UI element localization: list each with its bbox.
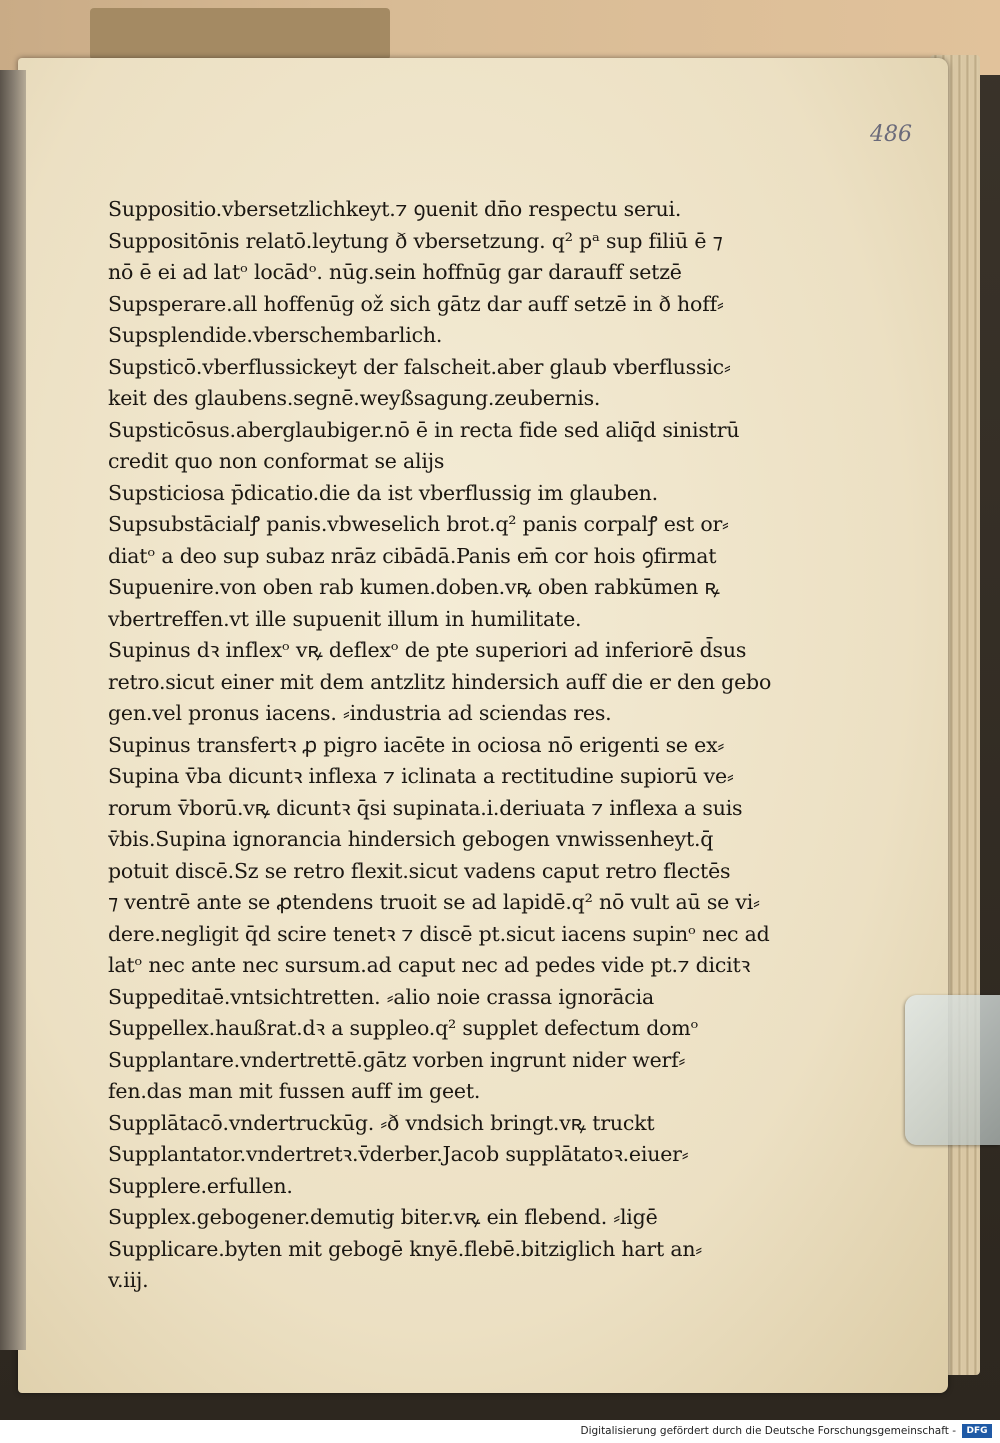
text-line: keit des glaubens.segnē.weyßsagung.zeubernis. bbox=[108, 386, 601, 410]
incunable-text-block bbox=[108, 194, 828, 1297]
text-line: v.iij. bbox=[108, 1268, 149, 1292]
text-line: gen.vel pronus iacens. ⸗industria ad sciendas res. bbox=[108, 701, 612, 725]
text-line: Supsticō.vberflussickeyt der falscheit.aber glaub vberflussic⸗ bbox=[108, 354, 731, 379]
text-line: diatᵒ a deo sup subaz nrāz cibādā.Panis em̄ cor hois ꝯfirmat bbox=[108, 543, 717, 568]
text-line: Supplātacō.vndertruckūg. ⸗ð vndsich bringt.vꝶ truckt bbox=[108, 1110, 655, 1135]
text-line: Suppositōnis relatō.leytung ð vbersetzung. q² pᵃ sup filiū ē ⁊ bbox=[108, 228, 723, 253]
text-line: Supsperare.all hoffenūg ož sich gātz dar auff setzē in ð hoff⸗ bbox=[108, 291, 724, 316]
text-line: Supsticiosa p̄dicatio.die da ist vberflussig im glauben. bbox=[108, 480, 658, 505]
footer-bar bbox=[0, 1420, 1000, 1443]
funding-credit: Digitalisierung gefördert durch die Deutsche Forschungsgemeinschaft - bbox=[580, 1425, 956, 1437]
text-line: Supsplendide.vberschembarlich. bbox=[108, 323, 443, 347]
text-line: Suppellex.haußrat.dꝛ a suppleo.q² supplet defectum domᵒ bbox=[108, 1016, 699, 1040]
text-line: potuit discē.Sz se retro flexit.sicut vadens caput retro flectēs bbox=[108, 858, 731, 883]
text-line: latᵒ nec ante nec sursum.ad caput nec ad pedes vide pt.⁊ dicitꝛ bbox=[108, 953, 751, 977]
text-line: Suppeditaē.vntsichtretten. ⸗alio noie crassa ignorācia bbox=[108, 984, 654, 1009]
text-line: Suppositio.vbersetzlichkeyt.⁊ ꝯuenit dn̄o respectu serui. bbox=[108, 197, 682, 221]
text-line: Supplex.gebogener.demutig biter.vꝶ ein flebend. ⸗ligē bbox=[108, 1205, 658, 1229]
text-line: vbertreffen.vt ille supuenit illum in humilitate. bbox=[108, 606, 582, 631]
text-line: fen.das man mit fussen auff im geet. bbox=[108, 1079, 481, 1103]
folio-number: 486 bbox=[870, 122, 912, 147]
text-line: ⁊ ventrē ante se ꝓtendens truoit se ad lapidē.q² nō vult aū se vi⸗ bbox=[108, 890, 760, 914]
text-line: Supsubstācialꝭ panis.vbweselich brot.q² panis corpalꝭ est or⸗ bbox=[108, 512, 729, 536]
text-line: credit quo non conformat se alijs bbox=[108, 449, 445, 473]
text-line: Supsticōsus.aberglaubiger.nō ē in recta fide sed aliq̄d sinistrū bbox=[108, 417, 740, 442]
text-line: Supuenire.von oben rab kumen.doben.vꝶ oben rabkūmen ꝶ bbox=[108, 575, 720, 599]
text-line: rorum v̄borū.vꝶ dicuntꝛ q̄si supinata.i.deriuata ⁊ inflexa a suis bbox=[108, 795, 743, 820]
text-line: Supinus transfertꝛ ꝓ pigro iacēte in ociosa nō erigenti se ex⸗ bbox=[108, 732, 725, 757]
text-line: Supplicare.byten mit gebogē knyē.flebē.bitziglich hart an⸗ bbox=[108, 1236, 703, 1261]
text-line: Supplere.erfullen. bbox=[108, 1173, 293, 1198]
dfg-logo: DFG bbox=[962, 1424, 992, 1438]
book-gutter bbox=[0, 70, 26, 1350]
text-line: Supplantare.vndertrettē.gātz vorben ingrunt nider werf⸗ bbox=[108, 1047, 686, 1072]
page-clip-tab bbox=[905, 995, 1000, 1145]
text-line: Supplantator.vndertretꝛ.v̄derber.Jacob supplātatoꝛ.eiuer⸗ bbox=[108, 1142, 689, 1166]
text-line: retro.sicut einer mit dem antzlitz hindersich auff die er den gebo bbox=[108, 669, 772, 694]
text-line: nō ē ei ad latᵒ locādᵒ. nūg.sein hoffnūg gar darauff setzē bbox=[108, 260, 682, 284]
text-line: Supinus dꝛ inflexᵒ vꝶ deflexᵒ de pte superiori ad inferiorē d̄sus bbox=[108, 638, 747, 662]
text-line: dere.negligit q̄d scire tenetꝛ ⁊ discē pt.sicut iacens supinᵒ nec ad bbox=[108, 921, 770, 946]
text-line: Supina v̄ba dicuntꝛ inflexa ⁊ iclinata a rectitudine supiorū ve⸗ bbox=[108, 764, 734, 788]
book-cover-cloth bbox=[90, 8, 390, 60]
text-line: v̄bis.Supina ignorancia hindersich gebogen vnwissenheyt.q̄ bbox=[108, 827, 714, 851]
